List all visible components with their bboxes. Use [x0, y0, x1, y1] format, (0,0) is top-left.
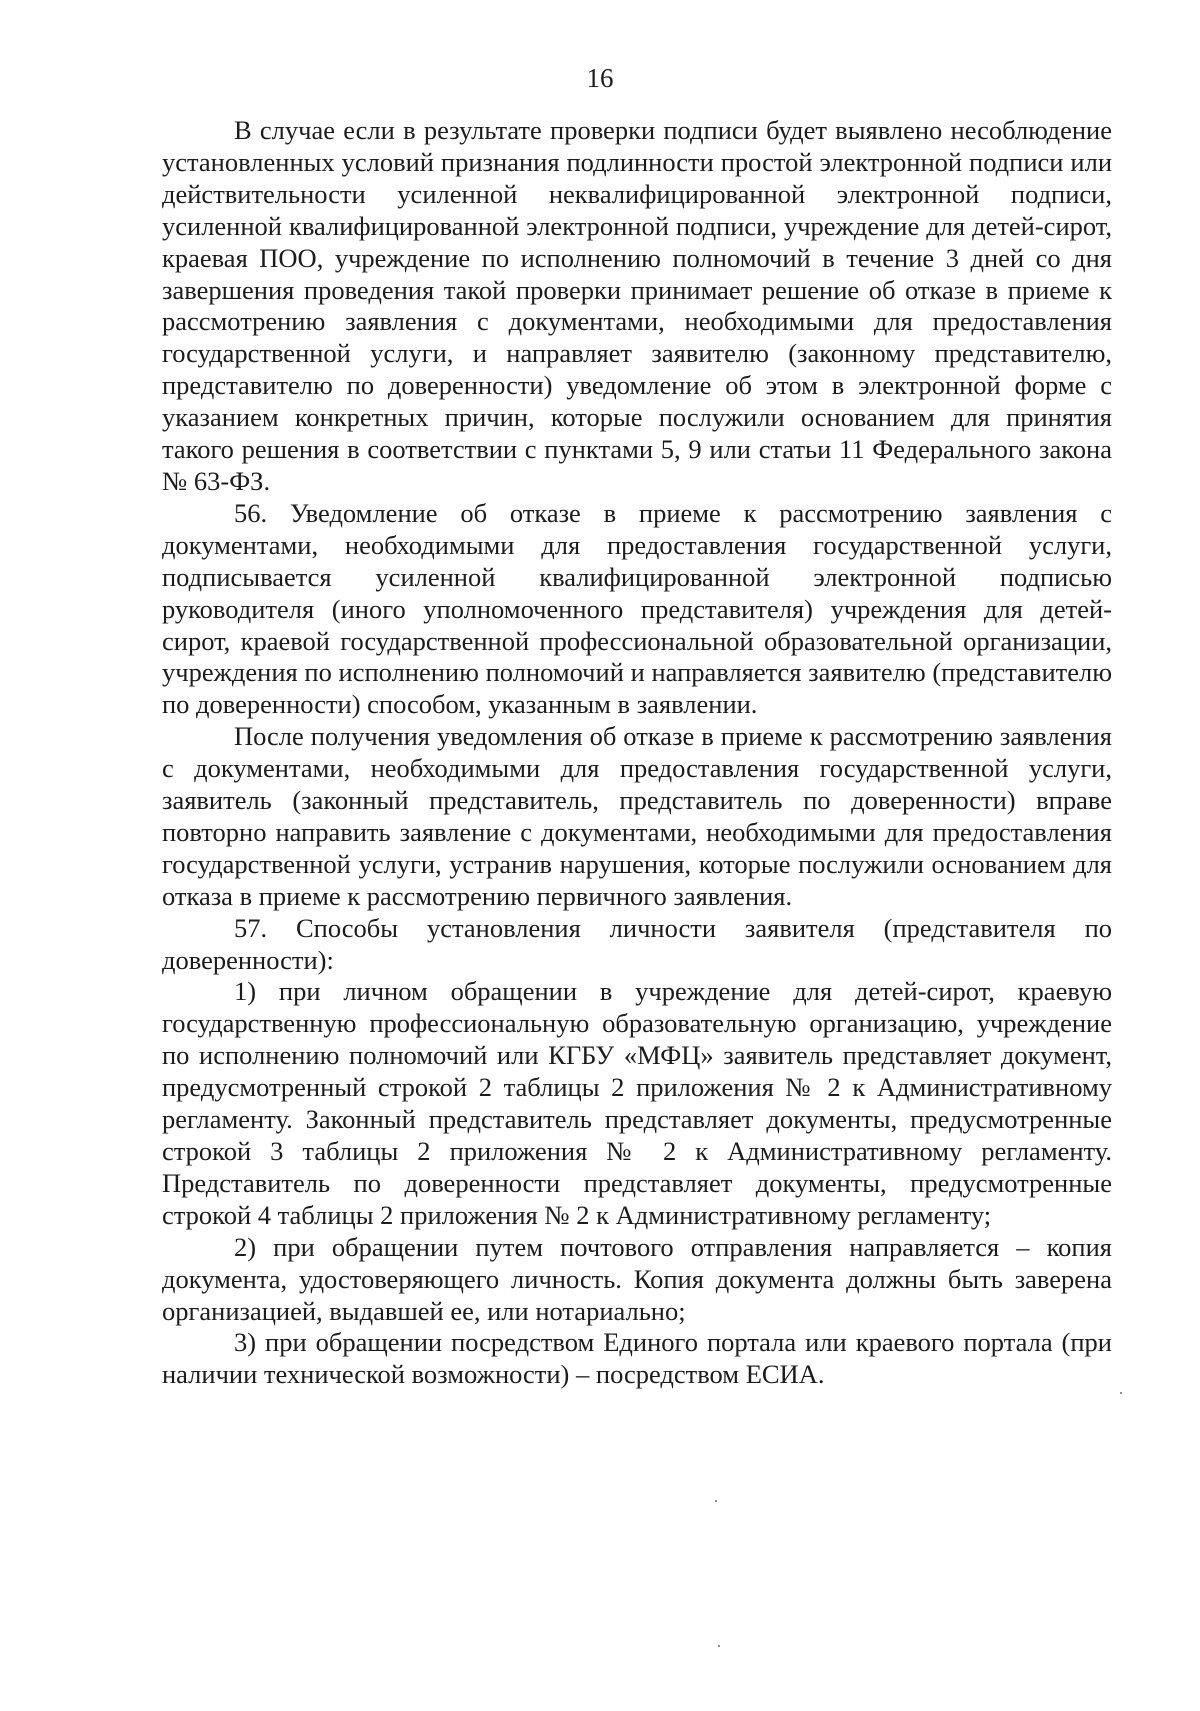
list-item-personal-visit: 1) при личном обращении в учреждение для детей-сирот, краевую государственную профессиональную образовательную организацию, учреждение по исполнению полномочий или КГБУ «МФЦ» заявитель представляет документ, предусмотренный строкой 2 таблицы 2 приложения № 2 к Административному регламенту. Законный представитель представляет документы, предусмотренные строкой 3 таблицы 2 приложения № 2 к Административному регламенту. Представитель по доверенности представляет документы, предусмотренные строкой 4 таблицы 2 приложения № 2 к Административному регламенту; [162, 976, 1112, 1230]
document-body [162, 115, 1112, 1391]
scan-speck [1120, 1392, 1122, 1394]
paragraph-signature-check-refusal: В случае если в результате проверки подписи будет выявлено несоблюдение установленных условий признания подлинности простой электронной подписи или действительности усиленной неквалифицированной электронной подписи, усиленной квалифицированной электронной подписи, учреждение для детей-сирот, краевая ПОО, учреждение по исполнению полномочий в течение 3 дней со дня завершения проведения такой проверки принимает решение об отказе в приеме к рассмотрению заявления с документами, необходимыми для предоставления государственной услуги, и направляет заявителю (законному представителю, представителю по доверенности) уведомление об этом в электронной форме с указанием конкретных причин, которые послужили основанием для принятия такого решения в соответствии с пунктами 5, 9 или статьи 11 Федерального закона № 63-ФЗ. [162, 115, 1112, 496]
page-number: 16 [586, 63, 614, 93]
list-item-postal: 2) при обращении путем почтового отправления направляется – копия документа, удостоверяющего личность. Копия документа должны быть заверена организацией, выдавшей ее, или нотариально; [162, 1231, 1112, 1326]
paragraph-57-identity-methods: 57. Способы установления личности заявителя (представителя по доверенности): [162, 912, 1112, 975]
list-item-portal: 3) при обращении посредством Единого портала или краевого портала (при наличии технической возможности) – посредством ЕСИА. [162, 1327, 1112, 1390]
paragraph-resubmission: После получения уведомления об отказе в приеме к рассмотрению заявления с документами, необходимыми для предоставления государственной услуги, заявитель (законный представитель, представитель по доверенности) вправе повторно направить заявление с документами, необходимыми для предоставления государственной услуги, устранив нарушения, которые послужили основанием для отказа в приеме к рассмотрению первичного заявления. [162, 721, 1112, 911]
scan-speck [715, 1500, 717, 1502]
paragraph-56-refusal-notice: 56. Уведомление об отказе в приеме к рассмотрению заявления с документами, необходимыми для предоставления государственной услуги, подписывается усиленной квалифицированной электронной подписью руководителя (иного уполномоченного представителя) учреждения для детей-сирот, краевой государственной профессиональной образовательной организации, учреждения по исполнению полномочий и направляется заявителю (представителю по доверенности) способом, указанным в заявлении. [162, 497, 1112, 720]
scan-speck [718, 1645, 720, 1647]
